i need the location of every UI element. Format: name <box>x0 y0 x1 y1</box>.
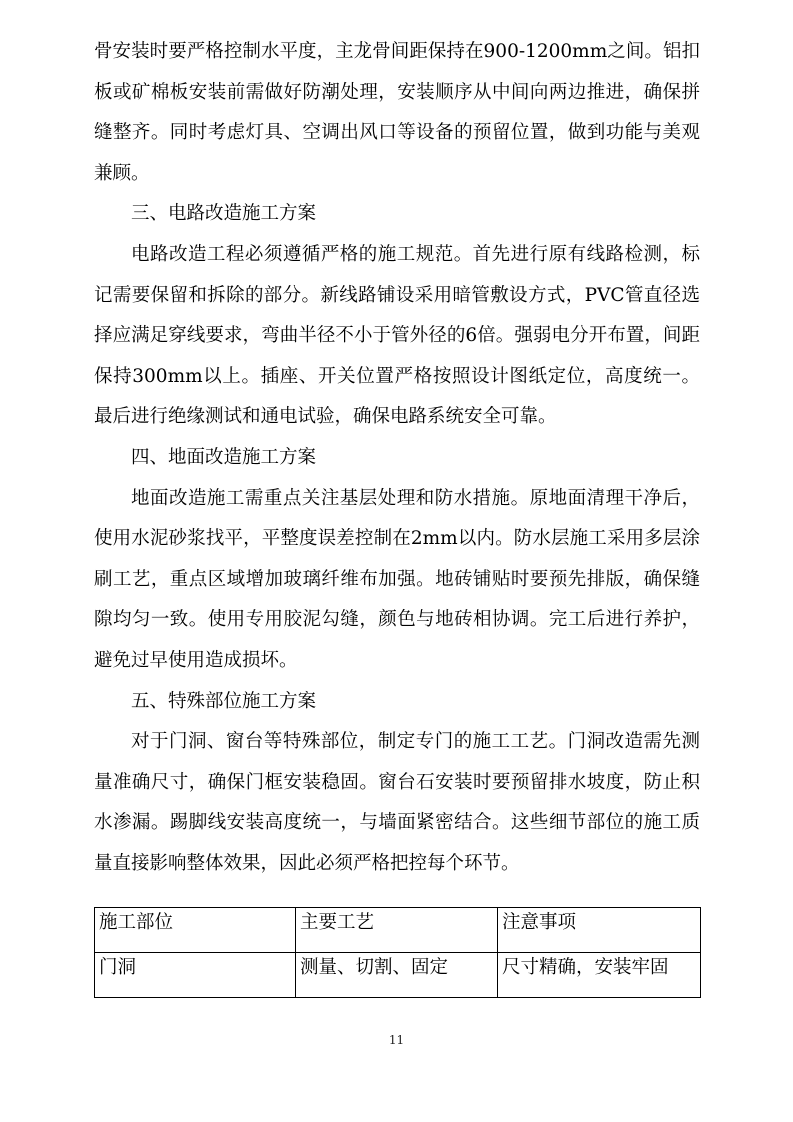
table-cell: 尺寸精确，安装牢固 <box>498 953 701 998</box>
table-header-cell: 施工部位 <box>95 908 296 953</box>
section-heading-floor: 四、地面改造施工方案 <box>131 446 317 468</box>
paragraph-special: 对于门洞、窗台等特殊部位，制定专门的施工工艺。门洞改造需先测量准确尺寸，确保门框安装稳固。窗台石安装时要预留排水坡度，防止积水渗漏。踢脚线安装高度统一，与墙面紧密结合。这些细节部位的施工质量直接影响整体效果，因此必须严格把控每个环节。 <box>94 731 700 874</box>
section-heading-circuit: 三、电路改造施工方案 <box>131 203 317 225</box>
construction-table <box>94 907 701 998</box>
page-number: 11 <box>388 1033 405 1047</box>
table-header-cell: 主要工艺 <box>296 908 498 953</box>
section-heading-special: 五、特殊部位施工方案 <box>131 690 317 712</box>
table-cell: 测量、切割、固定 <box>296 953 498 998</box>
table-cell: 门洞 <box>95 953 296 998</box>
paragraph-floor: 地面改造施工需重点关注基层处理和防水措施。原地面清理干净后，使用水泥砂浆找平，平整度误差控制在2mm以内。防水层施工采用多层涂刷工艺，重点区域增加玻璃纤维布加强。地砖铺贴时要预先排版，确保缝隙均匀一致。使用专用胶泥勾缝，颜色与地砖相协调。完工后进行养护，避免过早使用造成损坏。 <box>94 487 700 671</box>
paragraph-circuit: 电路改造工程必须遵循严格的施工规范。首先进行原有线路检测，标记需要保留和拆除的部分。新线路铺设采用暗管敷设方式，PVC管直径选择应满足穿线要求，弯曲半径不小于管外径的6倍。强弱电分开布置，间距保持300mm以上。插座、开关位置严格按照设计图纸定位，高度统一。最后进行绝缘测试和通电试验，确保电路系统安全可靠。 <box>94 243 700 428</box>
table-header-cell: 注意事项 <box>498 908 701 953</box>
document-body <box>94 32 700 884</box>
table-header-row <box>95 908 701 953</box>
table-row <box>95 953 701 998</box>
paragraph-continuation: 骨安装时要严格控制水平度，主龙骨间距保持在900-1200mm之间。铝扣板或矿棉板安装前需做好防潮处理，安装顺序从中间向两边推进，确保拼缝整齐。同时考虑灯具、空调出风口等设备的预留位置，做到功能与美观兼顾。 <box>94 41 700 184</box>
